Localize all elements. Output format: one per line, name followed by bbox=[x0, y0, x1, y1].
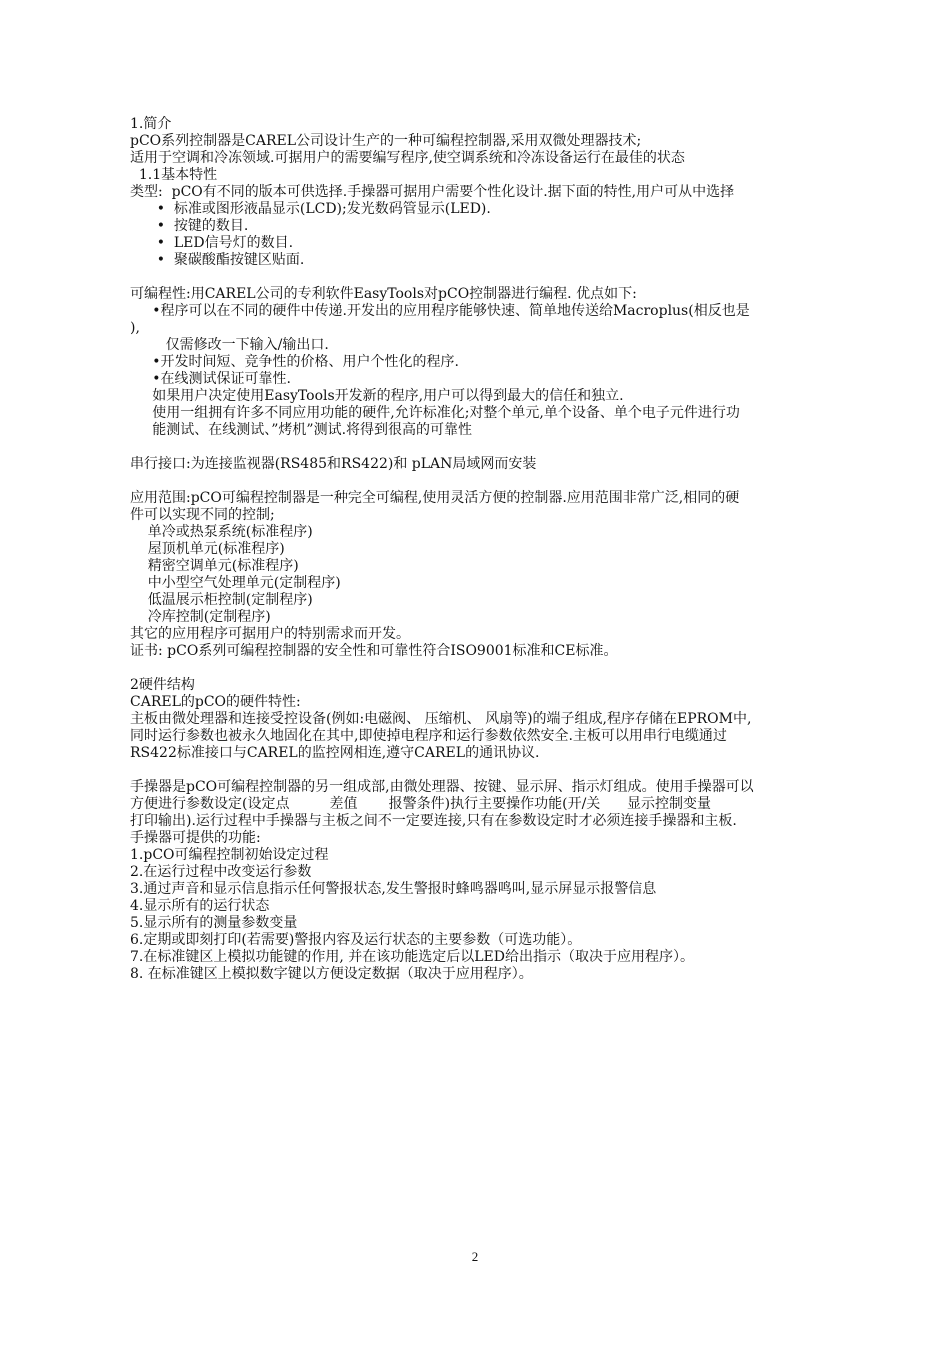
text-line: 手操器可提供的功能: bbox=[130, 830, 261, 846]
text-line: 1.pCO可编程控制初始设定过程 bbox=[130, 847, 329, 863]
text-line: 可编程性:用CAREL公司的专利软件EasyTools对pCO控制器进行编程. 优点如下: bbox=[130, 286, 637, 302]
text-line: • 聚碳酸酯按键区贴面. bbox=[130, 252, 305, 268]
text-line: 能测试、在线测试、”烤机”测试.将得到很高的可靠性 bbox=[130, 422, 473, 438]
text-line: 6.定期或即刻打印(若需要)警报内容及运行状态的主要参数（可选功能）。 bbox=[130, 932, 582, 948]
text-line: • LED信号灯的数目. bbox=[130, 235, 294, 251]
text-line: 5.显示所有的测量参数变量 bbox=[130, 915, 298, 931]
text-line: 其它的应用程序可据用户的特别需求而开发。 bbox=[130, 626, 410, 642]
text-line: 单冷或热泵系统(标准程序) bbox=[130, 524, 313, 540]
text-line: 证书: pCO系列可编程控制器的安全性和可靠性符合ISO9001标准和CE标准。 bbox=[130, 643, 618, 659]
text-line: 1.简介 bbox=[130, 116, 172, 132]
text-line: 2.在运行过程中改变运行参数 bbox=[130, 864, 312, 880]
text-line: 使用一组拥有许多不同应用功能的硬件,允许标准化;对整个单元,单个设备、单个电子元件进行功 bbox=[130, 405, 740, 421]
text-line: 方便进行参数设定(设定点 差值 报警条件)执行主要操作功能(开/关 显示控制变量 bbox=[130, 796, 712, 812]
text-line: 精密空调单元(标准程序) bbox=[130, 558, 299, 574]
text-line: 适用于空调和冷冻领域.可据用户的需要编写程序,使空调系统和冷冻设备运行在最佳的状态 bbox=[130, 150, 685, 166]
text-line: 打印输出).运行过程中手操器与主板之间不一定要连接,只有在参数设定时才必须连接手操器和主板. bbox=[130, 813, 737, 829]
text-line: • 按键的数目. bbox=[130, 218, 249, 234]
text-line: 低温展示柜控制(定制程序) bbox=[130, 592, 313, 608]
text-line: RS422标准接口与CAREL的监控网相连,遵守CAREL的通讯协议. bbox=[130, 745, 540, 761]
text-line: 7.在标准键区上模拟功能键的作用, 并在该功能选定后以LED给出指示（取决于应用程序）。 bbox=[130, 949, 694, 965]
text-line: 应用范围:pCO可编程控制器是一种完全可编程,使用灵活方便的控制器.应用范围非常广泛,相同的硬 bbox=[130, 490, 740, 506]
text-line: 如果用户决定使用EasyTools开发新的程序,用户可以得到最大的信任和独立. bbox=[130, 388, 624, 404]
text-line: 件可以实现不同的控制; bbox=[130, 507, 275, 523]
text-line: pCO系列控制器是CAREL公司设计生产的一种可编程控制器,采用双微处理器技术; bbox=[130, 133, 642, 149]
text-line: CAREL的pCO的硬件特性: bbox=[130, 694, 301, 710]
text-line: 类型: pCO有不同的版本可供选择.手操器可据用户需要个性化设计.据下面的特性,用户可从中选择 bbox=[130, 184, 735, 200]
text-line: 冷库控制(定制程序) bbox=[130, 609, 271, 625]
text-line: ), bbox=[130, 320, 140, 336]
text-line: 同时运行参数也被永久地固化在其中,即使掉电程序和运行参数依然安全.主板可以用串行电缆通过 bbox=[130, 728, 727, 744]
text-line: • 标准或图形液晶显示(LCD);发光数码管显示(LED). bbox=[130, 201, 491, 217]
page-number: 2 bbox=[471, 1249, 479, 1264]
text-line: •在线测试保证可靠性. bbox=[130, 371, 291, 387]
text-line: 4.显示所有的运行状态 bbox=[130, 898, 270, 914]
text-line: 中小型空气处理单元(定制程序) bbox=[130, 575, 341, 591]
text-line: 1.1基本特性 bbox=[130, 167, 218, 183]
text-line: •程序可以在不同的硬件中传递.开发出的应用程序能够快速、简单地传送给Macroplus(相反也是 bbox=[130, 303, 750, 319]
text-line: 串行接口:为连接监视器(RS485和RS422)和 pLAN局域网而安装 bbox=[130, 456, 537, 472]
text-line: 2硬件结构 bbox=[130, 677, 195, 693]
text-line: •开发时间短、竞争性的价格、用户个性化的程序. bbox=[130, 354, 459, 370]
text-line: 屋顶机单元(标准程序) bbox=[130, 541, 285, 557]
text-line: 手操器是pCO可编程控制器的另一组成部,由微处理器、按键、显示屏、指示灯组成。使用手操器可以 bbox=[130, 779, 754, 795]
text-line: 3.通过声音和显示信息指示任何警报状态,发生警报时蜂鸣器鸣叫,显示屏显示报警信息 bbox=[130, 881, 657, 897]
text-line: 主板由微处理器和连接受控设备(例如:电磁阀、 压缩机、 风扇等)的端子组成,程序存储在EPROM中, bbox=[130, 711, 752, 727]
text-line: 仅需修改一下输入/输出口. bbox=[130, 337, 329, 353]
text-line: 8. 在标准键区上模拟数字键以方便设定数据（取决于应用程序）。 bbox=[130, 966, 533, 982]
